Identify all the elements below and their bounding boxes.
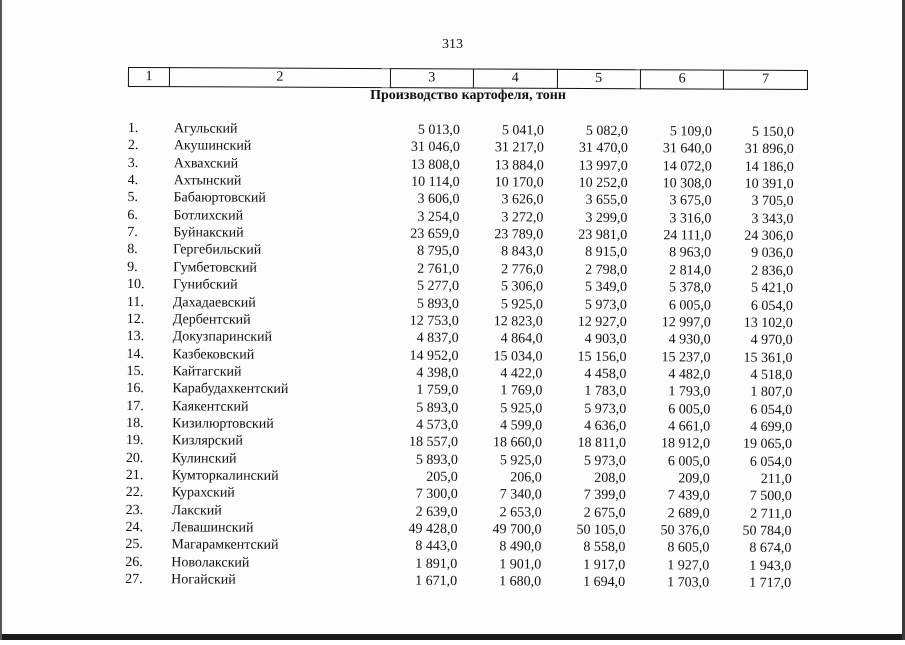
section-title: Производство картофеля, тонн (370, 88, 566, 103)
value-col-5: 4 636,0 (584, 418, 627, 434)
district-name: Каякентский (172, 398, 249, 415)
value-col-5: 50 105,0 (576, 522, 626, 539)
value-col-4: 8 843,0 (501, 244, 544, 260)
district-name: Казбековский (172, 346, 255, 363)
value-col-7: 5 150,0 (751, 124, 794, 141)
value-col-7: 15 361,0 (743, 350, 793, 366)
row-number: 1. (127, 120, 139, 137)
value-col-3: 5 013,0 (417, 122, 460, 139)
value-col-5: 1 694,0 (583, 574, 626, 591)
value-col-3: 2 639,0 (415, 504, 458, 520)
row-number: 22. (125, 485, 144, 501)
header-col-2: 2 (170, 68, 390, 88)
value-col-6: 2 814,0 (669, 263, 712, 279)
value-col-5: 12 927,0 (577, 314, 627, 330)
value-col-5: 10 252,0 (578, 175, 628, 192)
value-col-4: 206,0 (510, 470, 542, 486)
value-col-7: 13 102,0 (743, 315, 793, 331)
value-col-7: 5 421,0 (750, 280, 794, 297)
value-col-5: 3 655,0 (585, 193, 628, 209)
district-name: Кулинский (171, 450, 237, 467)
value-col-4: 10 170,0 (494, 175, 544, 191)
value-col-6: 2 689,0 (667, 505, 710, 522)
value-col-7: 3 343,0 (751, 211, 794, 227)
district-name: Кизлярский (171, 433, 243, 450)
district-name: Буйнакский (173, 225, 244, 241)
value-col-4: 5 925,0 (500, 400, 543, 417)
row-number: 27. (125, 572, 143, 588)
value-col-6: 3 316,0 (669, 211, 712, 227)
value-col-4: 3 626,0 (501, 192, 544, 208)
value-col-4: 4 599,0 (500, 418, 543, 434)
value-col-4: 5 041,0 (501, 123, 544, 139)
row-number: 7. (127, 225, 138, 241)
value-col-7: 4 970,0 (750, 332, 793, 349)
row-number: 14. (126, 346, 145, 362)
row-number: 21. (125, 467, 144, 484)
value-col-3: 23 659,0 (410, 226, 460, 243)
header-col-4: 4 (473, 69, 557, 88)
value-col-3: 3 254,0 (417, 209, 460, 225)
value-col-4: 4 864,0 (500, 331, 543, 347)
value-col-7: 6 054,0 (750, 298, 793, 314)
value-col-3: 1 759,0 (416, 383, 459, 399)
header-col-3: 3 (390, 69, 474, 88)
value-col-3: 4 398,0 (416, 365, 459, 381)
value-col-5: 3 299,0 (585, 210, 628, 226)
value-col-5: 5 082,0 (585, 123, 628, 140)
value-col-4: 23 789,0 (494, 227, 544, 243)
district-name: Кизилюртовский (172, 416, 274, 432)
value-col-6: 8 963,0 (669, 245, 712, 262)
value-col-3: 5 893,0 (415, 452, 458, 468)
district-name: Акушинский (173, 138, 252, 155)
value-col-7: 14 186,0 (744, 159, 794, 175)
row-number: 24. (125, 520, 144, 536)
value-col-5: 8 558,0 (583, 540, 626, 556)
value-col-4: 5 306,0 (500, 279, 544, 295)
value-col-7: 6 054,0 (750, 402, 793, 418)
row-number: 13. (126, 329, 145, 345)
district-name: Агульский (173, 121, 238, 137)
value-col-7: 2 711,0 (750, 506, 792, 522)
value-col-7: 4 518,0 (750, 367, 793, 383)
value-col-3: 4 837,0 (416, 330, 459, 347)
value-col-5: 2 675,0 (583, 505, 626, 521)
value-col-3: 13 808,0 (410, 157, 460, 173)
value-col-6: 24 111,0 (663, 228, 712, 244)
value-col-5: 2 798,0 (585, 262, 628, 278)
value-col-6: 50 376,0 (660, 523, 710, 539)
value-col-4: 2 653,0 (499, 504, 542, 521)
value-col-3: 5 893,0 (416, 296, 459, 312)
value-col-7: 19 065,0 (742, 437, 793, 453)
district-name: Гергебильский (173, 242, 262, 259)
value-col-3: 205,0 (426, 469, 458, 486)
value-col-3: 4 573,0 (416, 417, 459, 433)
value-col-5: 13 997,0 (578, 158, 628, 174)
value-col-3: 1 891,0 (415, 556, 458, 572)
district-name: Ботлихский (173, 208, 244, 224)
value-col-4: 12 823,0 (493, 314, 543, 330)
value-col-5: 208,0 (594, 470, 626, 487)
value-col-3: 8 443,0 (415, 539, 458, 555)
value-col-6: 6 005,0 (668, 297, 711, 314)
value-col-7: 8 674,0 (749, 541, 792, 557)
value-col-3: 49 428,0 (408, 521, 458, 538)
page-number: 313 (442, 37, 463, 52)
value-col-6: 15 237,0 (661, 349, 711, 366)
value-col-7: 10 391,0 (744, 176, 794, 193)
row-number: 17. (126, 398, 144, 414)
value-col-7: 50 784,0 (742, 523, 792, 540)
row-number: 9. (127, 259, 138, 275)
value-col-7: 6 054,0 (749, 454, 792, 470)
value-col-5: 5 973,0 (584, 297, 627, 313)
value-col-4: 1 680,0 (499, 574, 542, 590)
value-col-4: 3 272,0 (501, 210, 544, 226)
value-col-5: 23 981,0 (578, 227, 628, 244)
value-col-4: 1 769,0 (500, 383, 543, 399)
value-col-4: 7 340,0 (499, 487, 542, 503)
value-col-4: 15 034,0 (493, 348, 543, 365)
row-number: 12. (126, 311, 145, 327)
value-col-7: 1 943,0 (749, 558, 792, 574)
value-col-3: 14 952,0 (409, 348, 459, 364)
row-number: 18. (126, 415, 144, 432)
value-col-3: 8 795,0 (417, 244, 460, 260)
district-name: Курахский (171, 485, 235, 502)
value-col-3: 3 606,0 (417, 192, 460, 208)
value-col-4: 2 776,0 (501, 262, 544, 278)
value-col-6: 14 072,0 (662, 158, 712, 175)
value-col-4: 4 422,0 (500, 366, 543, 382)
value-col-6: 1 927,0 (667, 558, 710, 574)
district-name: Кайтагский (172, 364, 242, 380)
value-col-3: 2 761,0 (417, 261, 460, 277)
value-col-6: 4 482,0 (668, 367, 711, 383)
value-col-5: 1 783,0 (584, 384, 627, 400)
district-name: Магарамкентский (171, 537, 279, 554)
value-col-7: 211,0 (760, 471, 792, 488)
row-number: 23. (125, 502, 144, 518)
district-name: Бабаюртовский (173, 190, 266, 207)
row-number: 11. (126, 294, 144, 310)
value-col-6: 209,0 (678, 471, 710, 487)
value-col-5: 31 470,0 (578, 141, 628, 157)
value-col-7: 1 807,0 (750, 385, 793, 401)
value-col-5: 18 811,0 (577, 436, 627, 452)
value-col-4: 31 217,0 (494, 140, 544, 156)
value-col-5: 5 973,0 (583, 453, 626, 469)
row-number: 20. (125, 450, 144, 466)
district-name: Карабудахкентский (172, 381, 289, 398)
value-col-6: 4 930,0 (668, 332, 711, 348)
row-number: 6. (127, 207, 138, 223)
value-col-4: 18 660,0 (492, 435, 543, 451)
value-col-6: 7 439,0 (667, 488, 710, 504)
value-col-6: 1 793,0 (668, 384, 711, 400)
row-number: 10. (126, 277, 145, 293)
value-col-6: 12 997,0 (661, 315, 711, 331)
value-col-4: 13 884,0 (494, 157, 544, 174)
value-col-6: 5 109,0 (669, 124, 712, 140)
value-col-5: 4 903,0 (584, 331, 627, 348)
value-col-3: 1 671,0 (415, 573, 458, 590)
value-col-4: 8 490,0 (499, 539, 542, 555)
district-name: Кумторкалинский (171, 468, 279, 484)
value-col-3: 7 300,0 (415, 487, 458, 503)
row-number: 19. (125, 433, 144, 449)
value-col-4: 5 925,0 (499, 452, 542, 469)
row-number: 15. (126, 363, 145, 379)
value-col-6: 4 661,0 (668, 419, 711, 435)
row-number: 5. (127, 190, 139, 206)
value-col-6: 6 005,0 (668, 401, 711, 418)
district-name: Ногайский (171, 572, 236, 588)
row-number: 2. (127, 138, 139, 154)
header-col-5: 5 (557, 69, 641, 88)
value-col-5: 7 399,0 (583, 488, 626, 504)
value-col-5: 15 156,0 (577, 349, 627, 365)
value-col-7: 24 306,0 (744, 228, 794, 245)
value-col-7: 9 036,0 (751, 246, 794, 262)
row-number: 26. (125, 554, 143, 570)
value-col-3: 18 557,0 (408, 435, 459, 451)
value-col-7: 7 500,0 (749, 489, 792, 505)
value-col-5: 5 349,0 (584, 279, 628, 296)
district-name: Дербентский (172, 312, 251, 328)
value-col-3: 5 277,0 (416, 278, 460, 295)
value-col-4: 1 901,0 (499, 557, 542, 573)
district-name: Дахадаевский (172, 294, 256, 311)
district-name: Докузпаринский (172, 329, 273, 346)
value-col-3: 10 114,0 (411, 174, 460, 191)
header-col-7: 7 (724, 70, 808, 89)
district-name: Гумбетовский (173, 260, 258, 276)
row-number: 8. (127, 242, 138, 258)
header-col-6: 6 (640, 70, 724, 89)
district-name: Лакский (171, 502, 222, 519)
row-number: 3. (127, 155, 139, 171)
district-name: Ахвахский (173, 155, 239, 172)
district-name: Левашинский (171, 520, 254, 536)
value-col-6: 5 378,0 (668, 280, 712, 296)
district-name: Ахтынский (173, 173, 242, 189)
value-col-3: 31 046,0 (410, 140, 460, 156)
value-col-7: 1 717,0 (749, 575, 792, 592)
value-col-5: 1 917,0 (583, 557, 626, 573)
value-col-7: 3 705,0 (751, 194, 794, 210)
row-number: 4. (127, 173, 139, 189)
value-col-7: 4 699,0 (750, 419, 793, 436)
row-number: 25. (125, 537, 143, 553)
value-col-4: 49 700,0 (492, 522, 542, 538)
value-col-6: 31 640,0 (662, 141, 712, 157)
value-col-6: 6 005,0 (667, 453, 710, 470)
district-name: Гунибский (172, 277, 238, 293)
value-col-5: 4 458,0 (584, 366, 627, 382)
value-col-7: 2 836,0 (751, 263, 794, 279)
value-col-5: 5 973,0 (584, 401, 627, 417)
value-col-6: 18 912,0 (660, 436, 711, 452)
value-col-7: 31 896,0 (744, 142, 794, 158)
row-number: 16. (126, 381, 144, 397)
value-col-3: 5 893,0 (416, 400, 459, 416)
value-col-4: 5 925,0 (500, 296, 543, 313)
value-col-6: 3 675,0 (669, 193, 712, 209)
value-col-3: 12 753,0 (409, 313, 459, 329)
district-name: Новолакский (171, 555, 250, 571)
value-col-6: 1 703,0 (667, 575, 710, 591)
value-col-5: 8 915,0 (585, 245, 628, 261)
header-col-1: 1 (128, 68, 169, 87)
value-col-6: 10 308,0 (662, 176, 712, 192)
value-col-6: 8 605,0 (667, 540, 710, 556)
